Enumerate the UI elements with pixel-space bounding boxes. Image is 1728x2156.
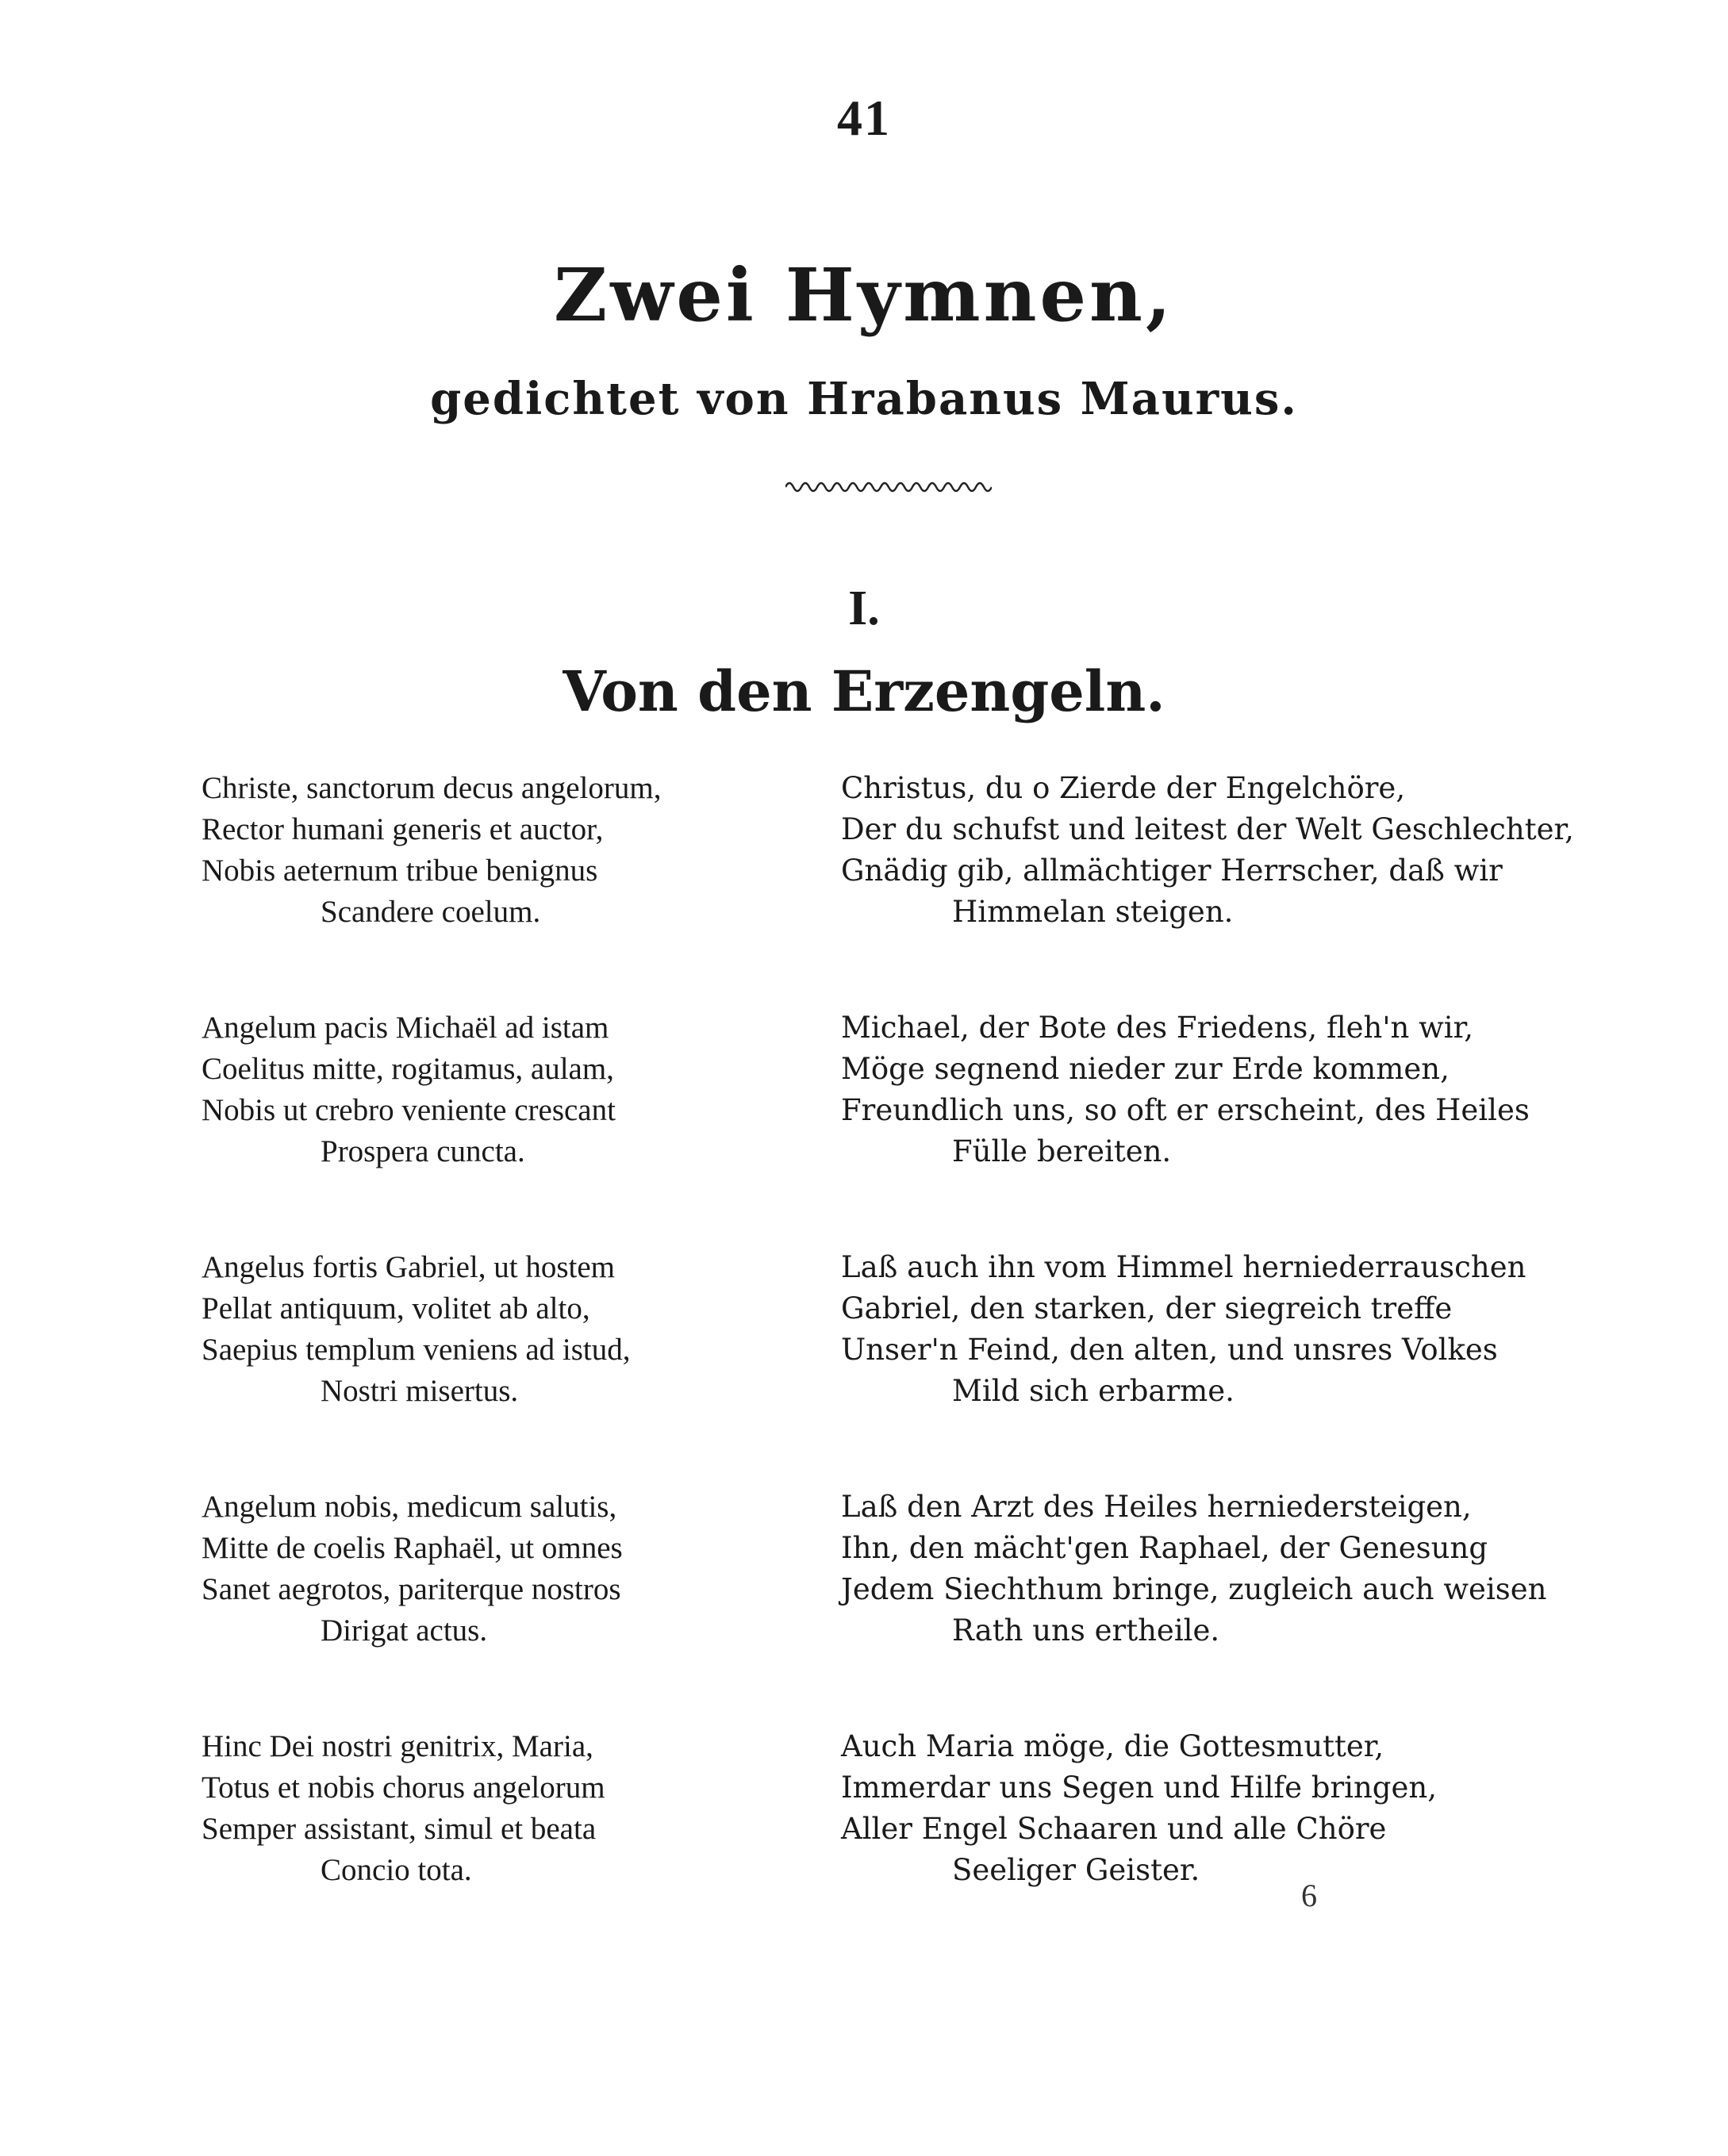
hymn-number: I.	[848, 581, 880, 635]
german-stanza	[841, 1007, 1650, 1247]
german-verse-line: Aller Engel Schaaren und alle Chöre	[841, 1812, 1387, 1846]
latin-column	[202, 768, 852, 1966]
hymn-title: Von den Erzengeln.	[563, 658, 1165, 724]
german-verse-line: Laß auch ihn vom Himmel herniederrauschen	[841, 1250, 1526, 1284]
latin-verse-line: Totus et nobis chorus angelorum	[202, 1770, 605, 1805]
german-verse-line: Gnädig gib, allmächtiger Herrscher, daß wir	[841, 854, 1503, 888]
wavy-rule-ornament	[785, 478, 992, 496]
latin-verse-line: Dirigat actus.	[321, 1613, 488, 1648]
latin-verse-line: Semper assistant, simul et beata	[202, 1812, 597, 1846]
latin-verse-line: Hinc Dei nostri genitrix, Maria,	[202, 1729, 593, 1763]
latin-verse-line: Rector humani generis et auctor,	[202, 812, 604, 846]
german-verse-line: Rath uns ertheile.	[952, 1613, 1220, 1648]
latin-verse-line: Nostri misertus.	[321, 1374, 519, 1408]
latin-verse-line: Prospera cuncta.	[321, 1134, 525, 1168]
german-verse-line: Unser'n Feind, den alten, und unsres Volkes	[841, 1333, 1498, 1367]
page-number: 41	[837, 90, 891, 146]
latin-stanza	[202, 1726, 852, 1966]
german-stanza	[841, 1247, 1650, 1487]
latin-verse-line: Angelum nobis, medicum salutis,	[202, 1490, 617, 1524]
german-verse-line: Immerdar uns Segen und Hilfe bringen,	[841, 1770, 1437, 1805]
latin-verse-line: Nobis aeternum tribue benignus	[202, 854, 598, 888]
latin-verse-line: Mitte de coelis Raphaël, ut omnes	[202, 1531, 623, 1565]
german-verse-line: Laß den Arzt des Heiles herniedersteigen,	[841, 1490, 1472, 1524]
latin-verse-line: Christe, sanctorum decus angelorum,	[202, 771, 662, 805]
latin-verse-line: Nobis ut crebro veniente crescant	[202, 1093, 616, 1127]
german-verse-line: Michael, der Bote des Friedens, fleh'n wir,	[841, 1011, 1473, 1045]
german-verse-line: Fülle bereiten.	[952, 1134, 1172, 1168]
german-stanza	[841, 1726, 1650, 1966]
signature-mark: 6	[1301, 1878, 1317, 1913]
latin-stanza	[202, 1007, 852, 1247]
latin-stanza	[202, 768, 852, 1007]
latin-verse-line: Sanet aegrotos, pariterque nostros	[202, 1572, 621, 1606]
german-verse-line: Freundlich uns, so oft er erscheint, des Heiles	[841, 1093, 1530, 1127]
german-verse-line: Der du schufst und leitest der Welt Geschlechter,	[841, 812, 1574, 846]
german-verse-line: Ihn, den mächt'gen Raphael, der Genesung	[841, 1531, 1488, 1565]
subtitle: gedichtet von Hrabanus Maurus.	[430, 373, 1298, 425]
german-verse-line: Seeliger Geister.	[952, 1853, 1200, 1887]
latin-verse-line: Saepius templum veniens ad istud,	[202, 1333, 631, 1367]
german-verse-line: Himmelan steigen.	[952, 895, 1234, 929]
latin-stanza	[202, 1487, 852, 1726]
latin-verse-line: Angelum pacis Michaël ad istam	[202, 1011, 609, 1045]
latin-stanza	[202, 1247, 852, 1487]
german-column	[841, 768, 1650, 1966]
german-verse-line: Christus, du o Zierde der Engelchöre,	[841, 771, 1406, 805]
latin-verse-line: Coelitus mitte, rogitamus, aulam,	[202, 1052, 614, 1086]
german-stanza	[841, 1487, 1650, 1726]
latin-verse-line: Concio tota.	[321, 1853, 472, 1887]
latin-verse-line: Scandere coelum.	[321, 895, 541, 929]
german-stanza	[841, 768, 1650, 1007]
german-verse-line: Möge segnend nieder zur Erde kommen,	[841, 1052, 1450, 1086]
latin-verse-line: Pellat antiquum, volitet ab alto,	[202, 1291, 590, 1325]
german-verse-line: Gabriel, den starken, der siegreich treffe	[841, 1291, 1453, 1325]
page-title: Zwei Hymnen,	[554, 252, 1174, 338]
german-verse-line: Auch Maria möge, die Gottesmutter,	[841, 1729, 1384, 1763]
german-verse-line: Mild sich erbarme.	[952, 1374, 1235, 1408]
german-verse-line: Jedem Siechthum bringe, zugleich auch weisen	[841, 1572, 1547, 1606]
latin-verse-line: Angelus fortis Gabriel, ut hostem	[202, 1250, 615, 1284]
